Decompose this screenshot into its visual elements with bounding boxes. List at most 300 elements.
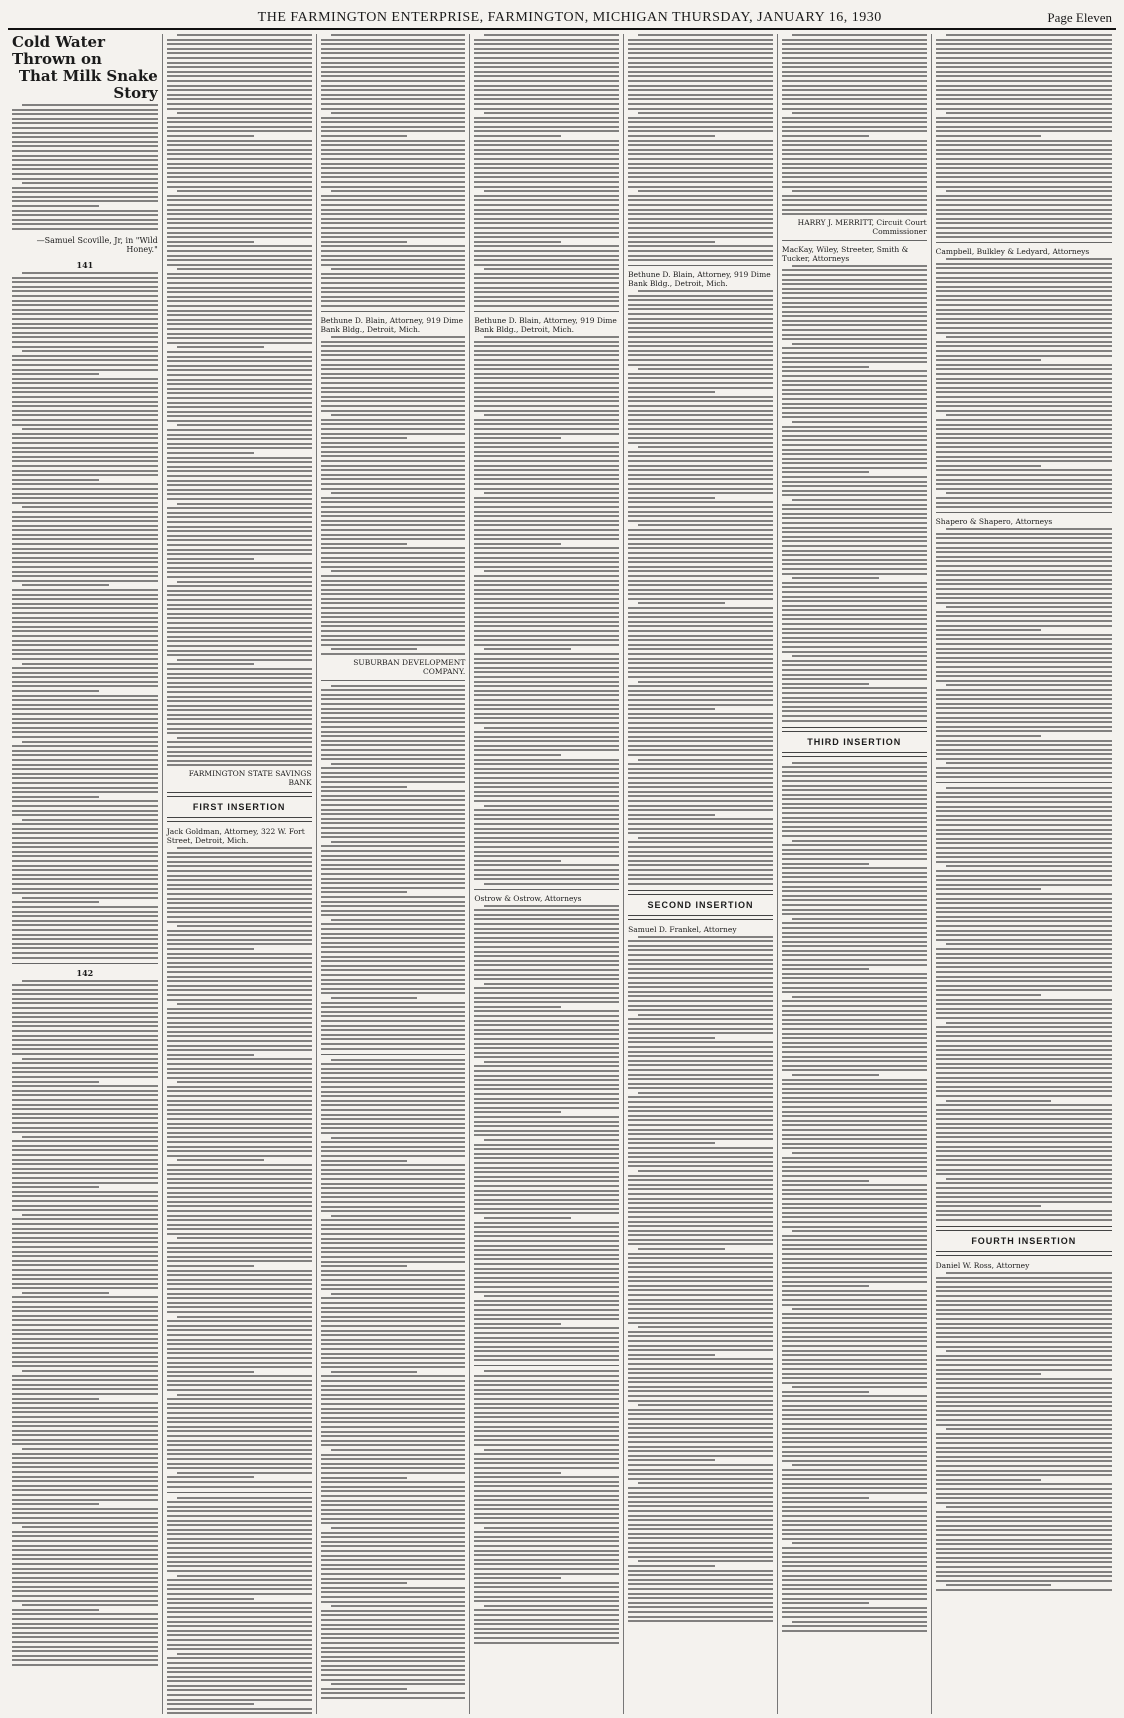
text-line <box>782 1180 869 1182</box>
text-line <box>167 314 312 316</box>
text-line <box>167 1694 312 1696</box>
text-line <box>474 1568 619 1570</box>
text-line <box>474 874 619 876</box>
text-line <box>321 1385 466 1387</box>
text-line <box>936 85 1112 87</box>
text-line <box>12 1577 158 1579</box>
text-line <box>167 865 312 867</box>
text-line <box>628 1441 773 1443</box>
text-line <box>167 1584 312 1586</box>
text-line <box>474 1079 619 1081</box>
mortgage-foreclosure-notice <box>936 787 1112 1221</box>
text-line <box>474 442 619 444</box>
text-line <box>936 994 1042 996</box>
text-line <box>936 1058 1112 1060</box>
text-line <box>792 1464 927 1466</box>
text-line <box>936 80 1112 82</box>
text-line <box>12 309 158 311</box>
text-line <box>12 892 158 894</box>
text-line <box>782 508 927 510</box>
text-line <box>474 864 619 866</box>
text-line <box>321 882 466 884</box>
text-line <box>321 1127 466 1129</box>
text-line <box>782 1487 927 1489</box>
text-line <box>321 213 466 215</box>
text-line <box>167 939 312 941</box>
text-line <box>12 1627 158 1629</box>
text-line <box>474 506 619 508</box>
text-line <box>628 478 773 480</box>
text-line <box>167 236 312 238</box>
text-line <box>12 1356 158 1358</box>
text-line <box>12 419 158 421</box>
text-line <box>936 902 1112 904</box>
text-line <box>321 896 466 898</box>
text-line <box>321 905 466 907</box>
text-line <box>782 1552 927 1554</box>
text-line <box>331 763 466 765</box>
text-line <box>628 745 773 747</box>
text-line <box>946 1584 1052 1586</box>
text-line <box>782 103 927 105</box>
text-line <box>936 1127 1112 1129</box>
text-line <box>474 410 619 412</box>
text-line <box>474 1134 619 1136</box>
text-line <box>782 167 927 169</box>
text-line <box>331 268 466 270</box>
text-line <box>628 1317 773 1319</box>
text-line <box>331 336 466 338</box>
text-line <box>628 350 773 352</box>
masthead-title: THE FARMINGTON ENTERPRISE, FARMINGTON, MICHIGAN THURSDAY, JANUARY 16, 1930 <box>257 10 882 25</box>
text-line <box>628 140 773 142</box>
text-line <box>628 1450 773 1452</box>
text-line <box>936 657 1112 659</box>
text-line <box>936 744 1112 746</box>
text-line <box>936 456 1112 458</box>
text-line <box>167 85 312 87</box>
text-line <box>12 810 158 812</box>
text-line <box>628 529 773 531</box>
text-line <box>474 932 619 934</box>
text-line <box>321 172 466 174</box>
text-line <box>782 853 927 855</box>
text-line <box>782 1106 927 1108</box>
text-line <box>12 947 158 949</box>
text-line <box>167 682 312 684</box>
text-line <box>474 694 619 696</box>
bank-signature: FARMINGTON STATE SAVINGS BANK <box>188 769 312 787</box>
text-line <box>782 1221 927 1223</box>
text-line <box>167 489 312 491</box>
text-line <box>936 1378 1112 1380</box>
text-line <box>936 1516 1112 1518</box>
text-line <box>782 945 927 947</box>
text-line <box>321 799 466 801</box>
text-line <box>474 846 619 848</box>
text-line <box>628 474 773 476</box>
text-line <box>321 1412 466 1414</box>
text-line <box>628 534 773 536</box>
text-line <box>474 341 619 343</box>
text-line <box>782 75 927 77</box>
text-line <box>167 300 312 302</box>
text-line <box>628 1413 773 1415</box>
text-line <box>474 1485 619 1487</box>
text-line <box>946 865 1112 867</box>
text-line <box>12 901 99 903</box>
text-line <box>321 259 466 261</box>
text-line <box>936 43 1112 45</box>
text-line <box>628 414 773 416</box>
text-line <box>936 1456 1112 1458</box>
text-line <box>936 962 1112 964</box>
text-line <box>638 681 773 683</box>
text-line <box>936 446 1112 448</box>
text-line <box>628 1372 773 1374</box>
text-line <box>12 543 158 545</box>
text-line <box>321 1596 466 1598</box>
text-line <box>474 832 619 834</box>
text-line <box>474 1540 619 1542</box>
text-line <box>321 937 466 939</box>
text-line <box>321 635 466 637</box>
text-line <box>936 286 1112 288</box>
text-line <box>167 259 312 261</box>
text-line <box>474 264 619 266</box>
text-line <box>792 918 927 920</box>
text-line <box>321 1481 466 1483</box>
text-line <box>12 173 158 175</box>
text-line <box>321 1339 466 1341</box>
text-line <box>12 210 158 212</box>
text-line <box>782 968 869 970</box>
text-line <box>167 484 312 486</box>
text-line <box>628 717 773 719</box>
text-line <box>628 117 773 119</box>
text-line <box>321 552 466 554</box>
text-line <box>782 476 927 478</box>
text-line <box>936 327 1112 329</box>
text-line <box>167 1634 312 1636</box>
text-line <box>321 144 466 146</box>
text-line <box>628 130 773 132</box>
text-line <box>936 666 1112 668</box>
text-line <box>167 126 312 128</box>
text-line <box>628 153 773 155</box>
text-line <box>638 759 773 761</box>
text-line <box>321 1192 466 1194</box>
text-line <box>782 1368 927 1370</box>
text-line <box>936 1493 1112 1495</box>
text-line <box>321 708 466 710</box>
text-line <box>474 1407 619 1409</box>
text-line <box>321 1536 466 1538</box>
text-line <box>782 932 927 934</box>
text-line <box>474 419 619 421</box>
text-line <box>474 964 619 966</box>
text-line <box>782 1262 927 1264</box>
column-5 <box>623 34 777 1714</box>
text-line <box>628 846 773 848</box>
text-line <box>782 1184 927 1186</box>
text-line <box>936 222 1112 224</box>
text-line <box>12 1545 158 1547</box>
text-line <box>792 1152 927 1154</box>
text-line <box>474 1020 619 1022</box>
text-line <box>782 1630 927 1632</box>
text-line <box>321 956 466 958</box>
text-line <box>936 824 1112 826</box>
text-line <box>474 1116 619 1118</box>
text-line <box>628 1060 773 1062</box>
company-signature: SUBURBAN DEVELOPMENT COMPANY. <box>353 657 466 676</box>
text-line <box>782 1405 927 1407</box>
text-line <box>782 135 869 137</box>
text-line <box>167 1458 312 1460</box>
text-line <box>628 308 773 310</box>
text-line <box>782 886 927 888</box>
text-line <box>12 837 158 839</box>
text-line <box>474 423 619 425</box>
text-line <box>474 1628 619 1630</box>
text-line <box>474 969 619 971</box>
text-line <box>782 1134 927 1136</box>
text-line <box>628 331 773 333</box>
text-line <box>12 1094 158 1096</box>
text-line <box>628 1147 773 1149</box>
text-line <box>12 1618 158 1620</box>
text-line <box>167 1196 312 1198</box>
text-line <box>628 236 773 238</box>
text-line <box>474 1499 619 1501</box>
text-line <box>628 1294 773 1296</box>
text-line <box>321 602 466 604</box>
text-line <box>946 1350 1112 1352</box>
text-line <box>638 524 773 526</box>
text-line <box>782 1111 927 1113</box>
column-6 <box>777 34 931 1714</box>
text-line <box>167 875 312 877</box>
text-line <box>167 856 312 858</box>
text-line <box>12 1549 158 1551</box>
text-line <box>628 1230 773 1232</box>
text-line <box>12 164 158 166</box>
text-line <box>936 1460 1112 1462</box>
text-line <box>628 75 773 77</box>
text-line <box>331 1527 466 1529</box>
text-line <box>167 893 312 895</box>
text-line <box>474 1263 619 1265</box>
text-line <box>12 1163 158 1165</box>
text-line <box>936 1520 1112 1522</box>
text-line <box>782 844 927 846</box>
text-line <box>628 209 773 211</box>
text-line <box>474 1010 619 1012</box>
text-line <box>628 1276 773 1278</box>
text-line <box>936 767 1112 769</box>
text-line <box>321 176 466 178</box>
text-line <box>12 883 158 885</box>
text-line <box>12 731 158 733</box>
text-line <box>474 538 619 540</box>
text-line <box>12 1508 158 1510</box>
text-line <box>167 176 312 178</box>
text-line <box>321 1043 466 1045</box>
text-line <box>167 521 312 523</box>
text-line <box>167 723 312 725</box>
text-line <box>936 378 1112 380</box>
text-line <box>321 1665 466 1667</box>
text-line <box>12 1425 158 1427</box>
text-line <box>936 1433 1112 1435</box>
text-line <box>782 384 927 386</box>
text-line <box>12 1117 158 1119</box>
text-line <box>474 1337 619 1339</box>
text-line <box>628 1312 773 1314</box>
text-line <box>321 942 466 944</box>
notice-of-forfeiture <box>321 336 466 655</box>
text-line <box>167 429 312 431</box>
text-line <box>321 1164 466 1166</box>
legal-notice <box>628 34 773 261</box>
text-line <box>936 648 1112 650</box>
text-line <box>936 410 1112 412</box>
text-line <box>782 596 927 598</box>
text-line <box>936 661 1112 663</box>
attorney-line: Bethune D. Blain, Attorney, 919 Dime Bank Bldg., Detroit, Mich. <box>628 270 771 289</box>
text-line <box>177 1653 312 1655</box>
text-line <box>321 1454 466 1456</box>
text-line <box>936 776 1112 778</box>
text-line <box>782 941 927 943</box>
text-line <box>782 1276 927 1278</box>
text-line <box>321 241 408 243</box>
text-line <box>321 80 466 82</box>
text-line <box>321 373 466 375</box>
text-line <box>12 1421 158 1423</box>
text-line <box>12 626 158 628</box>
text-line <box>936 465 1042 467</box>
text-line <box>782 357 927 359</box>
text-line <box>628 648 773 650</box>
text-line <box>167 1481 312 1483</box>
text-line <box>936 842 1112 844</box>
text-line <box>936 52 1112 54</box>
text-line <box>782 1451 927 1453</box>
text-line <box>936 593 1112 595</box>
text-line <box>628 483 773 485</box>
text-line <box>782 338 927 340</box>
text-line <box>167 1035 312 1037</box>
text-line <box>628 1400 773 1402</box>
text-line <box>474 1102 619 1104</box>
text-line <box>321 1500 466 1502</box>
text-line <box>474 1481 619 1483</box>
text-line <box>167 75 312 77</box>
text-line <box>628 1037 715 1039</box>
text-line <box>782 1124 927 1126</box>
text-line <box>474 1403 619 1405</box>
text-line <box>474 195 619 197</box>
text-line <box>22 272 158 274</box>
text-line <box>936 1304 1112 1306</box>
text-line <box>331 1683 466 1685</box>
text-line <box>167 1090 312 1092</box>
text-line <box>474 987 619 989</box>
text-line <box>321 1270 466 1272</box>
text-line <box>628 1597 773 1599</box>
text-line <box>628 158 773 160</box>
text-line <box>167 1054 254 1056</box>
text-line <box>782 1129 927 1131</box>
text-line <box>628 749 773 751</box>
text-line <box>936 401 1112 403</box>
text-line <box>782 302 927 304</box>
text-line <box>12 1568 158 1570</box>
text-line <box>628 589 773 591</box>
text-line <box>628 1096 773 1098</box>
text-line <box>167 305 312 307</box>
text-line <box>782 1593 927 1595</box>
text-line <box>628 373 773 375</box>
text-line <box>474 1531 619 1533</box>
text-line <box>167 342 312 344</box>
text-line <box>936 1281 1112 1283</box>
text-line <box>167 1689 312 1691</box>
text-line <box>474 1346 619 1348</box>
text-line <box>628 1579 773 1581</box>
text-line <box>628 1533 773 1535</box>
text-line <box>628 1574 773 1576</box>
text-line <box>792 112 927 114</box>
text-line <box>321 39 466 41</box>
text-line <box>12 1623 158 1625</box>
text-line <box>474 1573 619 1575</box>
text-line <box>12 681 158 683</box>
text-line <box>946 1506 1112 1508</box>
text-line <box>321 255 466 257</box>
text-line <box>628 94 773 96</box>
text-line <box>12 1636 158 1638</box>
text-line <box>946 1100 1052 1102</box>
text-line <box>628 1083 773 1085</box>
text-line <box>12 1558 158 1560</box>
text-line <box>792 1308 927 1310</box>
text-line <box>321 287 466 289</box>
text-line <box>167 654 312 656</box>
text-line <box>946 1178 1112 1180</box>
text-line <box>331 648 418 650</box>
text-line <box>628 1606 773 1608</box>
text-line <box>782 1359 927 1361</box>
text-line <box>782 1501 927 1503</box>
text-line <box>321 1015 466 1017</box>
text-line <box>782 789 927 791</box>
text-line <box>474 364 619 366</box>
text-line <box>936 488 1112 490</box>
text-line <box>12 1149 158 1151</box>
text-line <box>782 1069 927 1071</box>
text-line <box>936 1387 1112 1389</box>
text-line <box>167 1201 312 1203</box>
text-line <box>936 1118 1112 1120</box>
text-line <box>628 786 773 788</box>
text-line <box>628 250 773 252</box>
text-line <box>321 354 466 356</box>
text-line <box>474 305 619 307</box>
text-line <box>782 144 927 146</box>
